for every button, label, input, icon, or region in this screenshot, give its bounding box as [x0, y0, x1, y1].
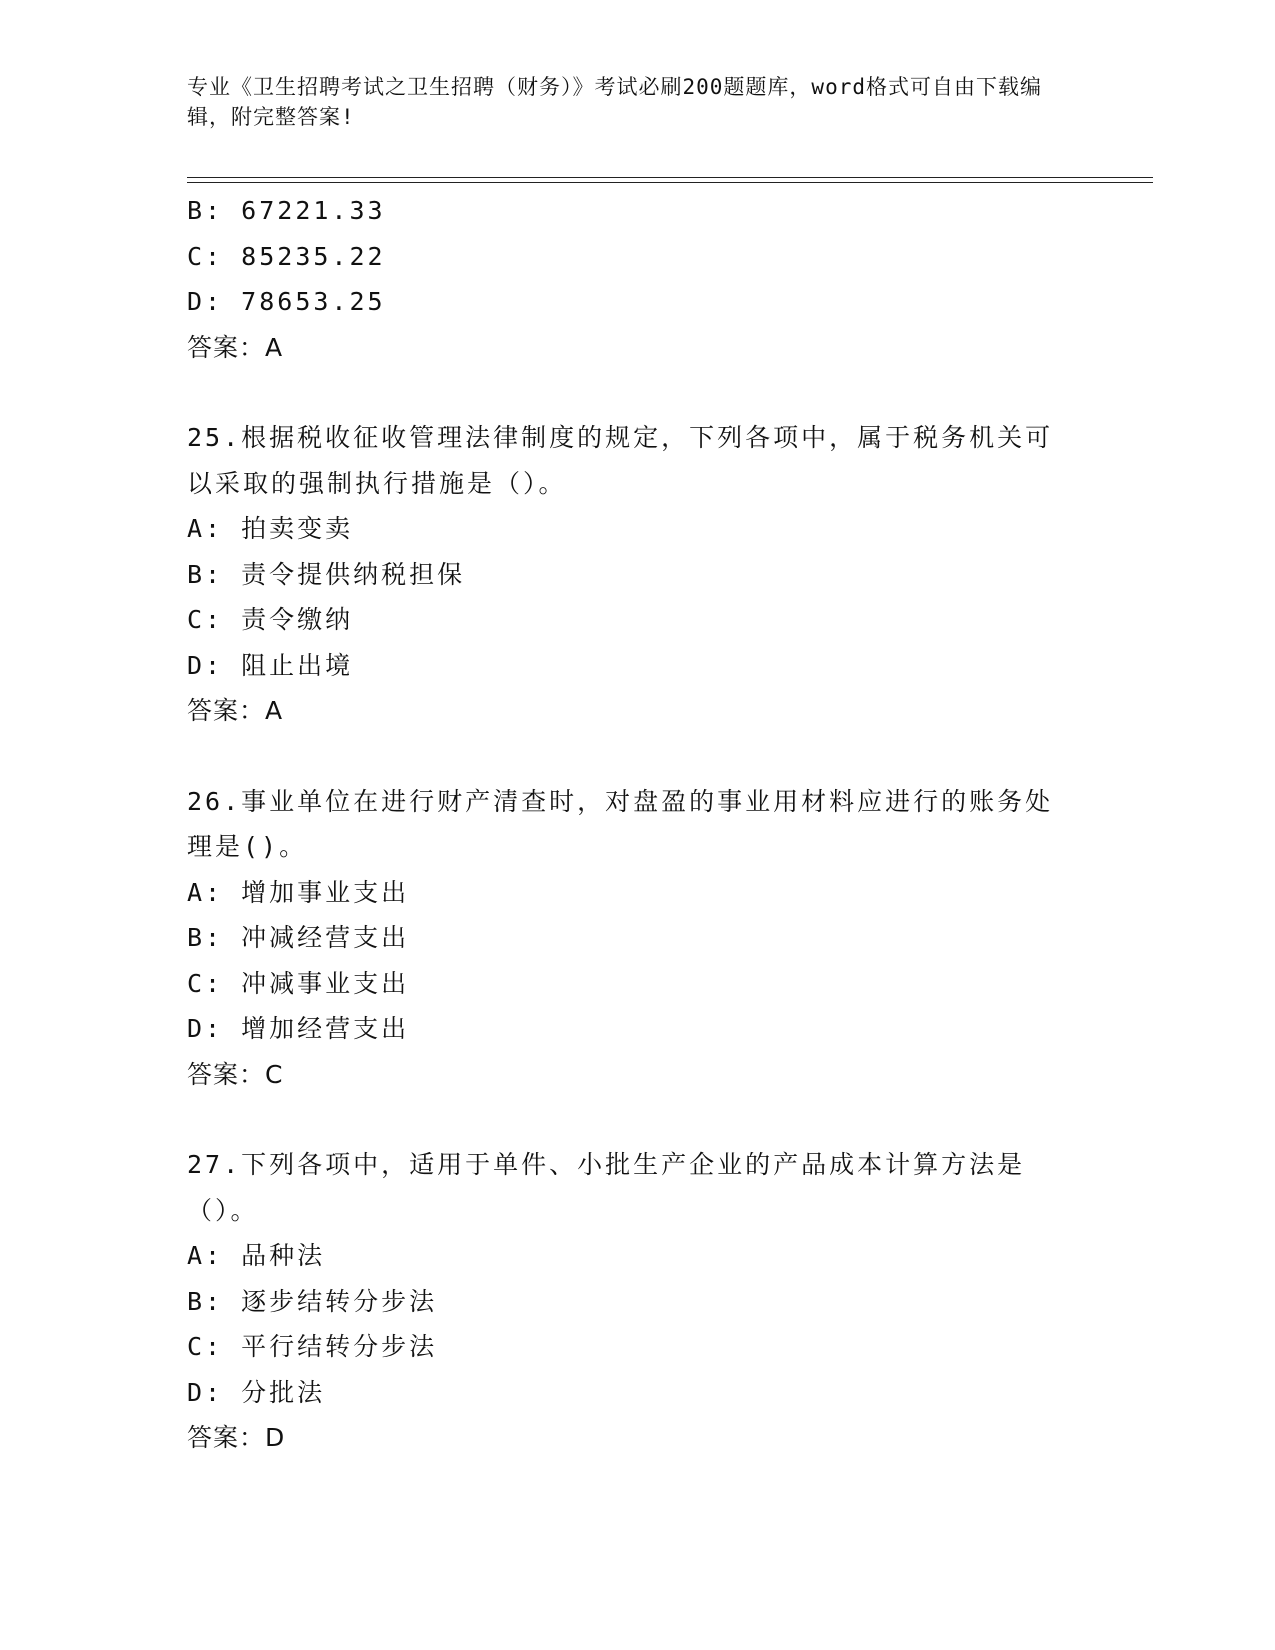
- question-stem: 26.事业单位在进行财产清查时，对盘盈的事业用材料应进行的账务处理是()。: [187, 786, 1054, 861]
- option-b: B: 67221.33: [187, 196, 386, 225]
- option-c: C: 责令缴纳: [187, 605, 354, 634]
- option-a: A: 拍卖变卖: [187, 514, 354, 543]
- page-header: 专业《卫生招聘考试之卫生招聘（财务）》考试必刷200题题库，word格式可自由下载编辑，附完整答案!: [187, 75, 1042, 129]
- question-stem: 27.下列各项中，适用于单件、小批生产企业的产品成本计算方法是（）。: [187, 1150, 1026, 1225]
- option-c: C: 85235.22: [187, 241, 386, 271]
- option-c: C: 平行结转分步法: [187, 1332, 438, 1361]
- option-b: B: 逐步结转分步法: [187, 1286, 438, 1316]
- question-stem: 25.根据税收征收管理法律制度的规定，下列各项中，属于税务机关可以采取的强制执行措施是（）。: [187, 423, 1054, 498]
- document-body: [187, 188, 1087, 1461]
- option-a: A: 增加事业支出: [187, 877, 410, 907]
- option-c: C: 冲减事业支出: [187, 968, 410, 998]
- answer-line: 答案：A: [187, 696, 284, 725]
- option-d: D: 78653.25: [187, 287, 386, 316]
- question-26: [187, 779, 1087, 1098]
- option-d: D: 阻止出境: [187, 650, 354, 680]
- question-27: [187, 1142, 1087, 1461]
- option-a: A: 品种法: [187, 1241, 326, 1270]
- header-rule: [187, 182, 1153, 183]
- answer-line: 答案：C: [187, 1059, 284, 1089]
- question-25: [187, 415, 1087, 734]
- question-continuation: [187, 188, 1087, 370]
- answer-line: 答案：D: [187, 1423, 286, 1452]
- option-d: D: 增加经营支出: [187, 1014, 410, 1043]
- option-b: B: 冲减经营支出: [187, 923, 410, 952]
- header-rule: [187, 177, 1153, 178]
- answer-line: 答案：A: [187, 332, 284, 362]
- option-d: D: 分批法: [187, 1377, 326, 1407]
- option-b: B: 责令提供纳税担保: [187, 559, 466, 589]
